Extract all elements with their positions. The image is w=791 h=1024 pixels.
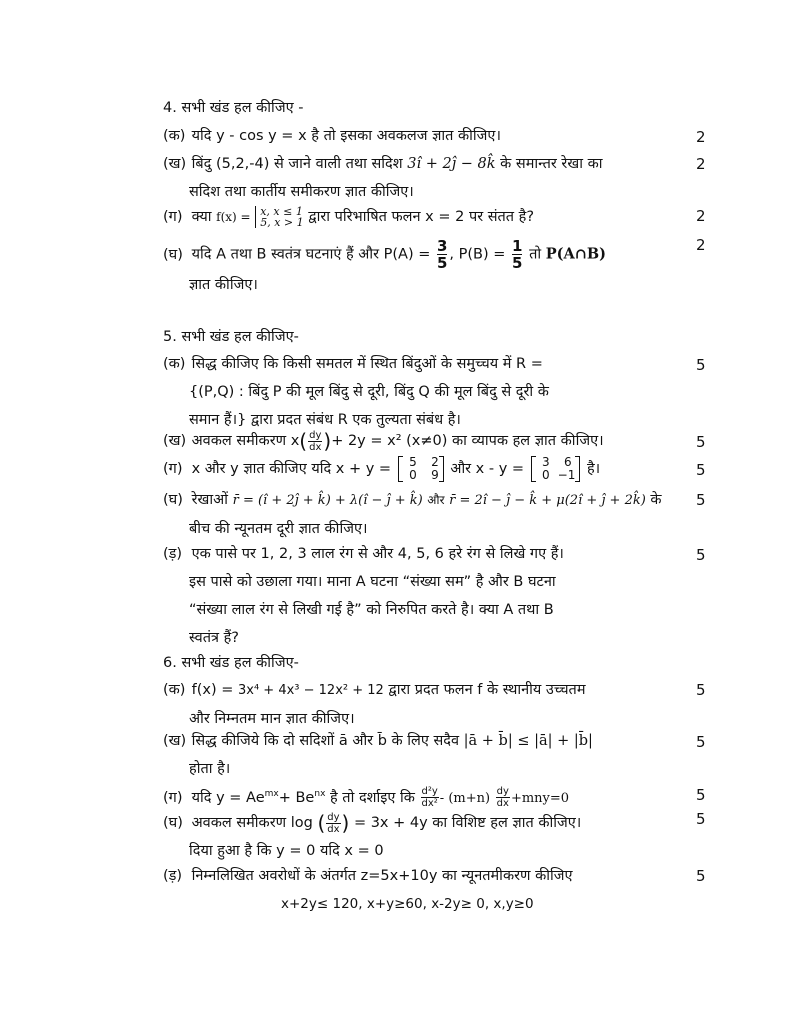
matrix-cell: 9 xyxy=(431,468,439,482)
question-label: (ख) xyxy=(163,156,187,172)
question-text: - (m+n) xyxy=(439,790,491,806)
matrix-cell: 0 xyxy=(542,468,550,482)
question-text: एक पासे पर 1, 2, 3 लाल रंग से और 4, 5, 6 हरे रंग से लिखे गए हैं। xyxy=(191,546,564,562)
question-5b xyxy=(163,427,683,455)
fraction-denominator: 5 xyxy=(512,254,523,272)
line-equation-1: r̄ = (î + 2ĵ + k̂) + λ(î − ĵ + k̂) xyxy=(232,493,423,508)
question-text: द्वारा परिभाषित फलन x = 2 पर संतत है? xyxy=(308,209,535,225)
marks-4a: 2 xyxy=(696,128,706,146)
marks-5d: 5 xyxy=(696,491,706,509)
question-text: अवकल समीकरण log xyxy=(191,815,313,831)
marks-5c: 5 xyxy=(696,461,706,479)
question-6c xyxy=(163,780,683,813)
question-text: f(x) = xyxy=(191,682,234,698)
marks-5a: 5 xyxy=(696,356,706,374)
question-text: यदि y = Ae xyxy=(191,789,265,806)
question-6a xyxy=(163,676,683,733)
question-text: और xyxy=(427,493,445,507)
question-text-cont: होता है। xyxy=(189,761,231,777)
polynomial: 3x⁴ + 4x³ − 12x² + 12 xyxy=(237,683,384,698)
matrix-difference xyxy=(531,456,581,482)
fraction-pb xyxy=(512,238,522,271)
marks-4b: 2 xyxy=(696,155,706,173)
fraction-denominator: dx² xyxy=(421,798,438,810)
matrix-cell: 5 xyxy=(409,455,417,469)
marks-6d: 5 xyxy=(696,810,706,828)
line-equation-2: r̄ = 2î − ĵ − k̂ + μ(2î + ĵ + 2k̂) xyxy=(449,493,646,508)
constraints: x+2y≤ 120, x+y≥60, x-2y≥ 0, x,y≥0 xyxy=(281,896,534,912)
question-text: और x - y = xyxy=(450,461,525,477)
exponent: mx xyxy=(264,789,279,799)
question-label: (ख) xyxy=(163,733,187,749)
question-text: = 3x + 4y का विशिष्ट हल ज्ञात कीजिए। xyxy=(353,815,582,831)
marks-6e: 5 xyxy=(696,867,706,885)
fraction-denominator: dx xyxy=(327,823,340,835)
question-text: के समान्तर रेखा का xyxy=(500,156,603,172)
question-5e xyxy=(163,540,683,652)
question-label: (घ) xyxy=(163,492,183,508)
marks-6a: 5 xyxy=(696,681,706,699)
question-text: +mny=0 xyxy=(510,790,570,806)
question-label: (घ) xyxy=(163,246,183,263)
marks-6c: 5 xyxy=(696,786,706,804)
matrix-cell: −1 xyxy=(557,468,576,482)
fraction-numerator: 3 xyxy=(436,237,448,255)
question-5c xyxy=(163,455,683,483)
matrix-cell: 0 xyxy=(409,468,417,482)
matrix-sum xyxy=(398,456,444,482)
question-text: सिद्ध कीजिये कि दो सदिशों ā और b̄ के लिए सदैव xyxy=(191,733,460,749)
fraction-numerator: 1 xyxy=(512,237,523,255)
question-text-cont: बीच की न्यूनतम दूरी ज्ञात कीजिए। xyxy=(189,521,368,537)
question-label: (क) xyxy=(163,356,186,372)
question-text: सिद्ध कीजिए कि किसी समतल में स्थित बिंदुओं के समुच्चय में R = xyxy=(191,356,543,372)
question-label: (क) xyxy=(163,128,186,144)
derivative-fraction xyxy=(308,430,322,453)
marks-6b: 5 xyxy=(696,733,706,751)
question-text-cont: ज्ञात कीजिए। xyxy=(189,277,258,293)
marks-4c: 2 xyxy=(696,207,706,225)
piecewise-function xyxy=(255,206,303,228)
question-label: (ड़) xyxy=(163,868,183,884)
direction-vector: 3î + 2ĵ − 8k̂ xyxy=(407,156,496,172)
question-text: + 2y = x² (x≠0) का व्यापक हल ज्ञात कीजिए। xyxy=(331,433,604,449)
piecewise-case-2: 5, x > 1 xyxy=(260,216,304,229)
question-text: x और y ज्ञात कीजिए यदि x + y = xyxy=(191,461,392,477)
question-text-cont: और निम्नतम मान ज्ञात कीजिए। xyxy=(189,711,355,727)
section-4-heading: 4. सभी खंड हल कीजिए - xyxy=(163,100,304,116)
marks-5e: 5 xyxy=(696,546,706,564)
question-label: (ग) xyxy=(163,209,183,225)
question-text: अवकल समीकरण x xyxy=(191,433,300,449)
question-4a xyxy=(163,122,683,150)
question-text-cont: स्वतंत्र हैं? xyxy=(189,630,239,646)
question-text: निम्नलिखित अवरोधों के अंतर्गत z=5x+10y का न्यूनतमीकरण कीजिए xyxy=(191,868,573,884)
fraction-numerator: dy xyxy=(496,786,509,798)
matrix-cell: 2 xyxy=(431,455,439,469)
question-text: तो xyxy=(529,246,542,263)
piecewise-case-1: x, x ≤ 1 xyxy=(260,205,303,218)
question-text: यदि A तथा B स्वतंत्र घटनाएं हैं और P(A) = xyxy=(191,246,431,263)
question-label: (घ) xyxy=(163,815,183,831)
fraction-numerator: dy xyxy=(327,811,340,823)
derivative-fraction xyxy=(496,786,510,809)
question-5a xyxy=(163,350,683,434)
fraction-denominator: dx xyxy=(496,798,509,810)
question-text-cont: {(P,Q) : बिंदु P की मूल बिंदु से दूरी, बिंदु Q की मूल बिंदु से दूरी के xyxy=(189,384,549,400)
derivative-fraction xyxy=(326,812,340,835)
question-text-cont: इस पासे को उछाला गया। माना A घटना “संख्या सम” है और B घटना xyxy=(189,574,556,590)
question-text: , P(B) = xyxy=(449,246,506,263)
second-derivative-fraction xyxy=(421,786,439,809)
question-text: है। xyxy=(586,461,601,477)
question-text: क्या xyxy=(191,209,212,225)
question-label: (ख) xyxy=(163,433,187,449)
left-paren: ( xyxy=(317,811,326,835)
question-text-cont: दिया हुआ है कि y = 0 यदि x = 0 xyxy=(189,843,384,859)
question-text: + Be xyxy=(278,789,315,806)
question-text: रेखाओं xyxy=(191,492,228,508)
right-paren: ) xyxy=(341,811,350,835)
fraction-pa xyxy=(437,238,447,271)
question-text-cont: समान हैं।} द्वारा प्रदत संबंध R एक तुल्यता संबंध है। xyxy=(189,412,461,428)
question-4b xyxy=(163,150,683,206)
section-5-heading: 5. सभी खंड हल कीजिए- xyxy=(163,329,299,345)
question-text: द्वारा प्रदत फलन f के स्थानीय उच्चतम xyxy=(388,682,586,698)
function-name: f(x) = xyxy=(216,210,251,224)
question-6d xyxy=(163,809,683,865)
question-4d xyxy=(163,238,683,299)
question-label: (ग) xyxy=(163,789,183,806)
triangle-inequality: |ā + b̄| ≤ |ā| + |b̄| xyxy=(463,733,593,749)
question-label: (क) xyxy=(163,682,186,698)
question-5d xyxy=(163,486,683,543)
question-6b xyxy=(163,727,683,783)
question-label: (ग) xyxy=(163,461,183,477)
fraction-denominator: dx xyxy=(309,441,322,453)
fraction-numerator: dy xyxy=(309,429,322,441)
question-text: के xyxy=(650,492,662,508)
left-paren: ( xyxy=(299,429,308,453)
question-text-cont: “संख्या लाल रंग से लिखी गई है” को निरुपित करते है। क्या A तथा B xyxy=(189,602,554,618)
marks-4d: 2 xyxy=(696,236,706,254)
matrix-cell: 6 xyxy=(564,455,572,469)
question-text: यदि y - cos y = x है तो इसका अवकलज ज्ञात कीजिए। xyxy=(191,128,501,144)
question-4c xyxy=(163,203,683,231)
question-text: बिंदु (5,2,-4) से जाने वाली तथा सदिश xyxy=(191,156,403,172)
question-text-cont: सदिश तथा कार्तीय समीकरण ज्ञात कीजिए। xyxy=(189,184,414,200)
probability-expression: P(A∩B) xyxy=(545,245,606,263)
question-text: है तो दर्शाइए कि xyxy=(330,789,415,806)
matrix-cell: 3 xyxy=(542,455,550,469)
exponent: nx xyxy=(314,789,326,799)
fraction-numerator: d²y xyxy=(421,786,438,798)
question-label: (ड़) xyxy=(163,546,183,562)
section-6-heading: 6. सभी खंड हल कीजिए- xyxy=(163,655,299,671)
marks-5b: 5 xyxy=(696,433,706,451)
fraction-denominator: 5 xyxy=(436,254,448,272)
right-paren: ) xyxy=(323,429,332,453)
question-6e xyxy=(163,862,683,918)
